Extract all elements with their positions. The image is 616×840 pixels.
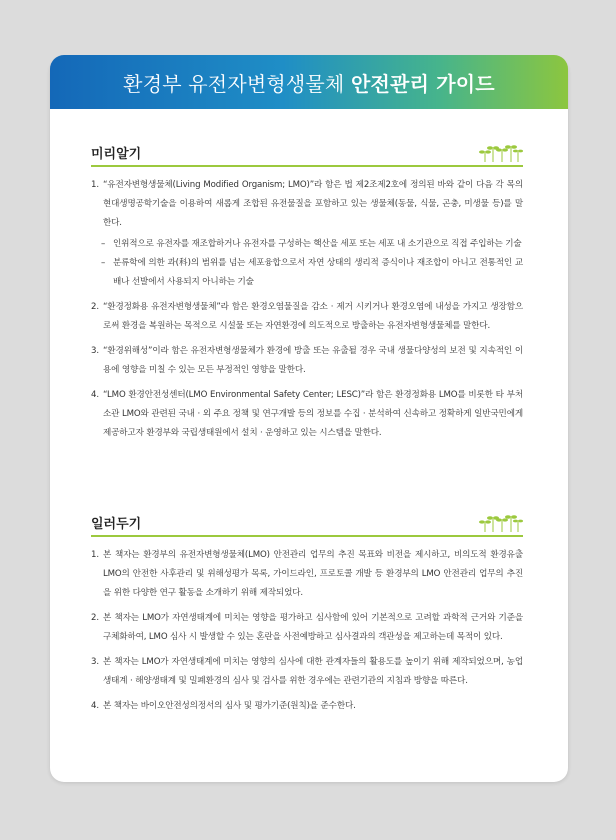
item-text: “유전자변형생물체(Living Modified Organism; LMO)”라 함은 법 제2조제2호에 정의된 바와 같이 다음 각 목의 현대생명공학기술을 이용하여 새롭게 조합된 유전물질을 포함하고 있는 생물체(동물, 식물, 곤충, 미생물 등)를 말한다. (103, 180, 523, 228)
item-text: 본 책자는 환경부의 유전자변형생물체(LMO) 안전관리 업무의 추진 목표와 비전을 제시하고, 비의도적 환경유출 LMO의 안전한 사후관리 및 위해성평가 목록, 가이드라인, 프로토콜 개발 등 환경부의 LMO 안전관리 업무의 추진을 위한 다양한 연구 활동을 소개하기 위해 제작되었다. (103, 550, 523, 598)
definition-item-3 (91, 342, 523, 380)
section-header (91, 508, 523, 537)
item-number: 1. (91, 180, 99, 190)
page-title (123, 68, 495, 97)
sub-dash: – (101, 239, 106, 249)
definition-item-1 (91, 176, 523, 233)
section-notes (91, 508, 523, 722)
definition-subitem-1 (91, 235, 523, 254)
note-item-1 (91, 546, 523, 603)
item-number: 1. (91, 550, 99, 560)
title-bold: 안전관리 가이드 (351, 71, 495, 96)
note-item-4 (91, 697, 523, 716)
note-item-2 (91, 609, 523, 647)
note-item-3 (91, 653, 523, 691)
sub-text: 분류학에 의한 과(科)의 범위를 넘는 세포융합으로서 자연 상태의 생리적 증식이나 재조합이 아니고 전통적인 교배나 선발에서 사용되지 아니하는 기술 (113, 258, 523, 287)
definition-subitem-2 (91, 254, 523, 292)
item-text: 본 책자는 LMO가 자연생태계에 미치는 영향을 평가하고 심사함에 있어 기본적으로 고려할 과학적 근거와 기준을 구체화하여, LMO 심사 시 발생할 수 있는 혼란을 사전예방하고 심사결과의 객관성을 제고하는데 목적이 있다. (103, 613, 523, 642)
item-number: 2. (91, 302, 99, 312)
sub-text: 인위적으로 유전자를 재조합하거나 유전자를 구성하는 핵산을 세포 또는 세포 내 소기관으로 직접 주입하는 기술 (113, 239, 522, 249)
item-number: 4. (91, 390, 99, 400)
item-number: 4. (91, 701, 99, 711)
definition-item-2 (91, 298, 523, 336)
sub-dash: – (101, 258, 106, 268)
section-title: 일러두기 (91, 517, 142, 532)
section-title: 미리알기 (91, 147, 142, 162)
item-number: 3. (91, 346, 99, 356)
definition-item-4 (91, 386, 523, 443)
item-text: 본 책자는 LMO가 자연생태계에 미치는 영향의 심사에 대한 관계자들의 활용도를 높이기 위해 제작되었으며, 농업생태계 · 해양생태계 및 밀폐환경의 심사 및 검사를 위한 경우에는 관련기관의 지침과 방향을 따른다. (103, 657, 523, 686)
sprout-icon (479, 510, 523, 532)
title-banner (50, 55, 568, 109)
section-definitions (91, 138, 523, 449)
item-text: “환경정화용 유전자변형생물체”라 함은 환경오염물질을 감소 · 제거 시키거나 환경오염에 내성을 가지고 생장함으로써 환경을 복원하는 목적으로 시설물 또는 자연환경에 의도적으로 방출하는 유전자변형생물체를 말한다. (103, 302, 523, 331)
item-text: 본 책자는 바이오안전성의정서의 심사 및 평가기준(원칙)을 준수한다. (103, 701, 356, 711)
title-normal: 환경부 유전자변형생물체 (123, 71, 345, 96)
item-text: “환경위해성”이라 함은 유전자변형생물체가 환경에 방출 또는 유출될 경우 국내 생물다양성의 보전 및 지속적인 이용에 영향을 미칠 수 있는 모든 부정적인 영향을 말한다. (103, 346, 523, 375)
item-number: 2. (91, 613, 99, 623)
section-header (91, 138, 523, 167)
sprout-icon (479, 140, 523, 162)
item-number: 3. (91, 657, 99, 667)
item-text: “LMO 환경안전성센터(LMO Environmental Safety Center; LESC)”라 함은 환경정화용 LMO를 비롯한 타 부처 소관 LMO와 관련된 국내 · 외 주요 정책 및 연구개발 등의 정보를 수집 · 분석하여 신속하고 정확하게 일반국민에게 제공하고자 환경부와 국립생태원에서 설치 · 운영하고 있는 시스템을 말한다. (103, 390, 523, 438)
